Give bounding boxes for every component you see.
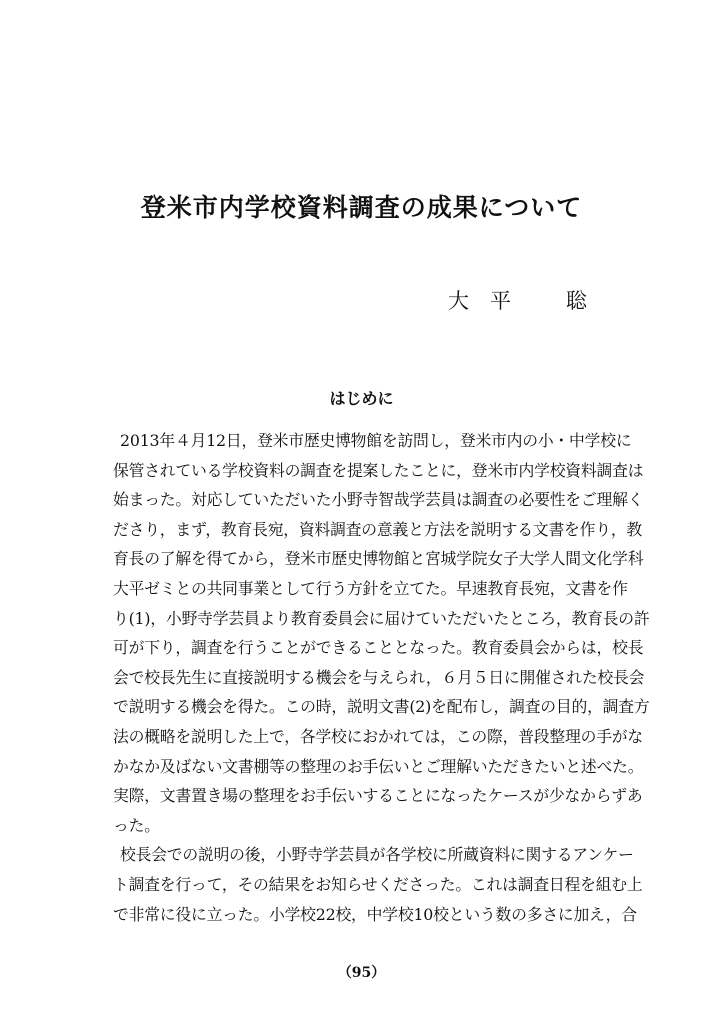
page-number: （95）	[337, 965, 386, 981]
body-line: った。	[113, 815, 160, 835]
body-line: り(1)，小野寺学芸員より教育委員会に届けていただいたところ，教育長の許	[113, 608, 650, 628]
section-heading: はじめに	[329, 389, 394, 408]
body-line: かなか及ばない文書棚等の整理のお手伝いとご理解いただきたいと述べた。	[113, 756, 644, 776]
body-line: 保管されている学校資料の調査を提案したことに，登米市内学校資料調査は	[113, 460, 644, 480]
body-line: 実際，文書置き場の整理をお手伝いすることになったケースが少なからずあ	[113, 786, 643, 806]
body-line: 育長の了解を得てから，登米市歴史博物館と宮城学院女子大学人間文化学科	[113, 549, 644, 569]
body-line: 会で校長先生に直接説明する機会を与えられ，６月５日に開催された校長会	[113, 667, 645, 687]
body-line: ださり，まず，教育長宛，資料調査の意義と方法を説明する文書を作り，教	[113, 519, 643, 539]
body-line: 大平ゼミとの共同事業として行う方針を立てた。早速教育長宛，文書を作	[113, 578, 628, 598]
body-text	[113, 426, 650, 929]
paper-title: 登米市内学校資料調査の成果について	[140, 193, 583, 222]
body-line: ト調査を行って，その結果をお知らせくださった。これは調査日程を組む上	[113, 874, 643, 894]
author-name	[448, 285, 608, 315]
body-line: 校長会での説明の後，小野寺学芸員が各学校に所蔵資料に関するアンケー	[120, 845, 634, 865]
body-line: 法の概略を説明した上で，各学校におかれては，この際，普段整理の手がな	[113, 726, 643, 746]
author-char: 聡	[566, 289, 587, 313]
body-line: 可が下り，調査を行うことができることとなった。教育委員会からは，校長	[113, 638, 644, 658]
body-line: 2013年４月12日，登米市歴史博物館を訪問し，登米市内の小・中学校に	[120, 431, 632, 450]
body-line: で非常に役に立った。小学校22校，中学校10校という数の多さに加え，合	[113, 904, 637, 924]
author-char: 大	[448, 289, 469, 313]
body-line: で説明する機会を得た。この時，説明文書(2)を配布し，調査の目的，調査方	[113, 697, 650, 717]
body-line: 始まった。対応していただいた小野寺智哉学芸員は調査の必要性をご理解く	[113, 490, 644, 510]
author-char: 平	[490, 289, 511, 313]
